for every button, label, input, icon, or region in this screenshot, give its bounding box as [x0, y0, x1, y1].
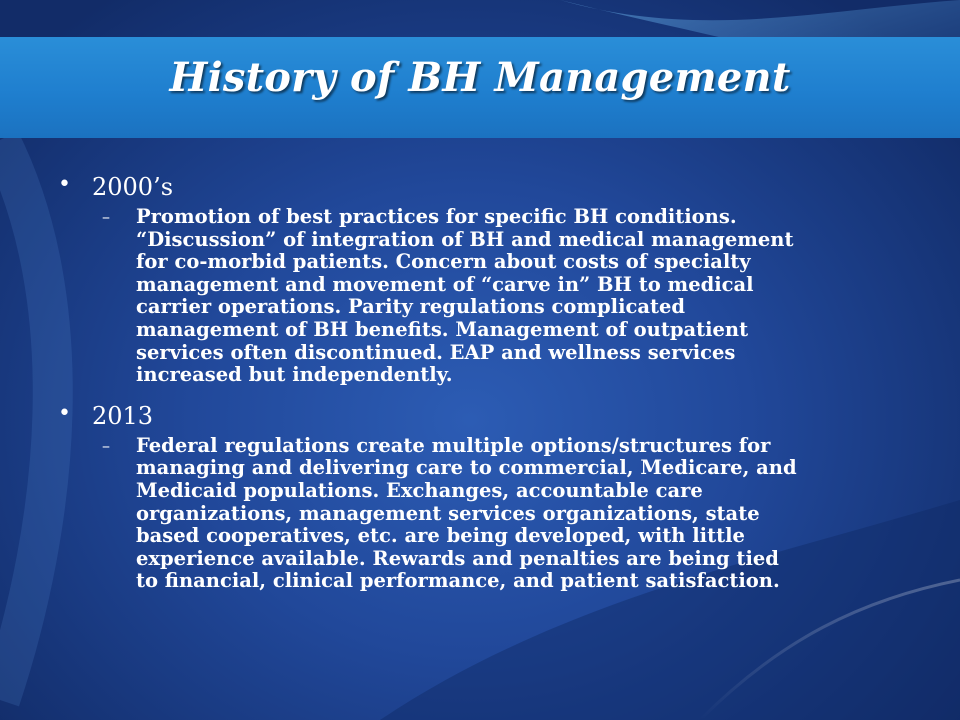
text-line: Medicaid populations. Exchanges, accountable care — [136, 478, 703, 502]
text-line: management of BH benefits. Management of outpatient — [136, 317, 749, 341]
text-line: for co-morbid patients. Concern about costs of specialty — [136, 250, 751, 274]
text-line: organizations, management services organizations, state — [136, 501, 760, 525]
bullet-icon: • — [58, 400, 71, 426]
text-line: to financial, clinical performance, and patient satisfaction. — [136, 569, 780, 593]
bullet-item-2000s — [58, 172, 918, 387]
sub-bullet — [102, 206, 918, 387]
text-line: services often discontinued. EAP and wellness services — [136, 340, 736, 364]
text-line: managing and delivering care to commercial, Medicare, and — [136, 456, 797, 480]
bullet-icon: • — [58, 172, 71, 197]
sub-bullet-text — [136, 206, 918, 387]
bullet-heading: 2000’s — [92, 173, 174, 201]
text-line: “Discussion” of integration of BH and medical management — [136, 227, 794, 251]
dash-icon: – — [102, 435, 110, 455]
text-line: Federal regulations create multiple options/structures for — [136, 433, 771, 457]
text-line: based cooperatives, etc. are being developed, with little — [136, 524, 745, 548]
slide-title: History of BH Management — [169, 54, 791, 101]
text-line: carrier operations. Parity regulations complicated — [136, 295, 686, 319]
sub-bullet — [102, 435, 918, 593]
text-line: experience available. Rewards and penalties are being tied — [136, 546, 779, 570]
text-line: increased but independently. — [136, 363, 453, 387]
bullet-item-2013 — [58, 401, 918, 593]
bullet-heading: 2013 — [92, 401, 154, 430]
text-line: management and movement of “carve in” BH to medical — [136, 272, 754, 296]
slide-content — [58, 172, 918, 593]
text-line: Promotion of best practices for specific BH conditions. — [136, 205, 737, 228]
dash-icon: – — [102, 207, 110, 226]
sub-bullet-text — [136, 435, 918, 593]
